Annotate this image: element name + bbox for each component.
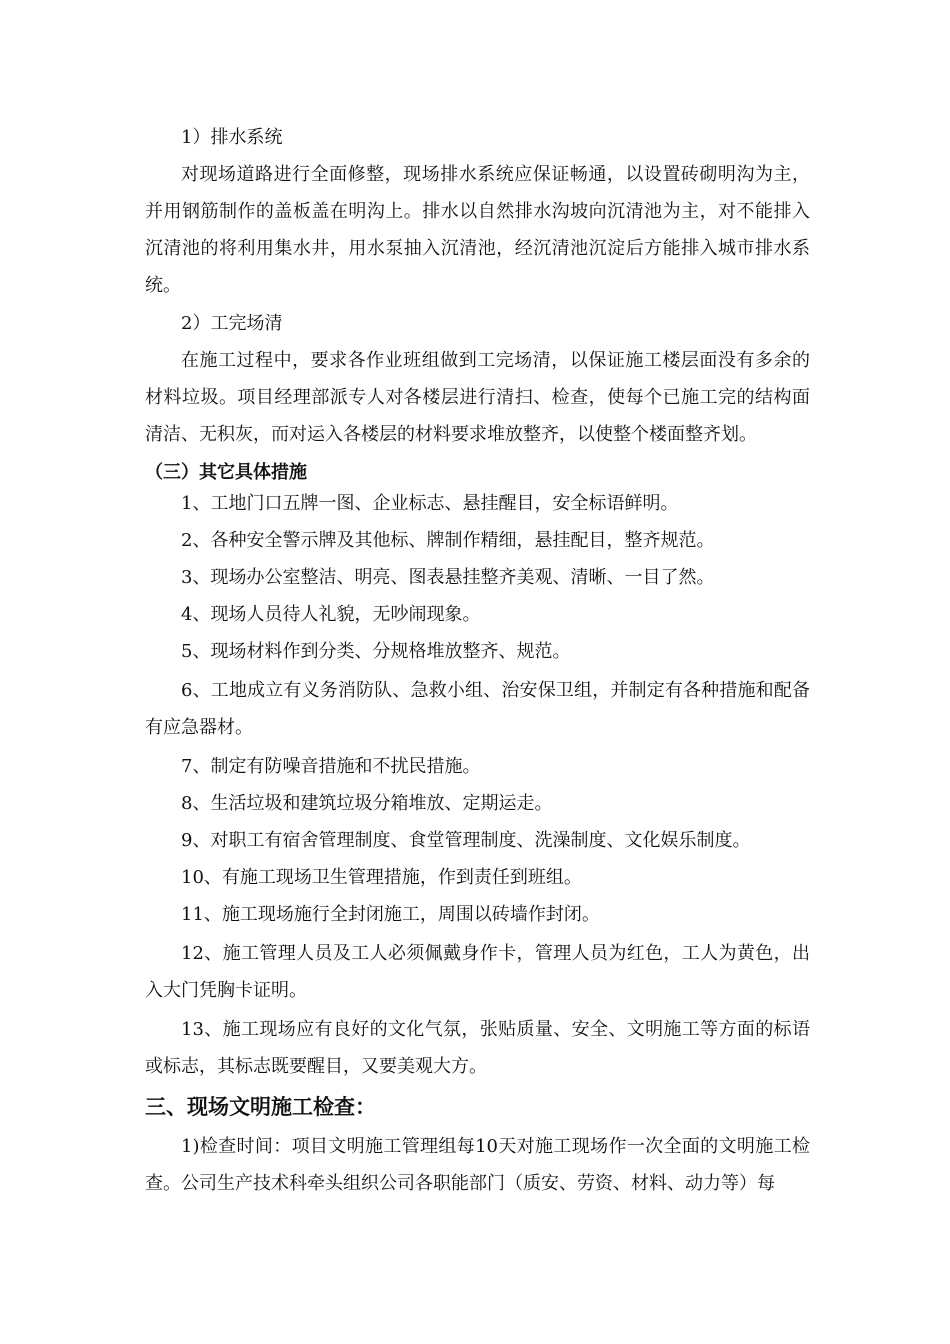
cleanup-paragraph: 在施工过程中，要求各作业班组做到工完场清，以保证施工楼层面没有多余的材料垃圾。项目经理部派专人对各楼层进行清扫、检查，使每个已施工完的结构面清洁、无积灰，而对运入各楼层的材料要求堆放整齐，以使整个楼面整齐划。 — [145, 350, 810, 445]
section-three-heading: 三、现场文明施工检查： — [145, 1095, 376, 1119]
measure-item-6: 6、工地成立有义务消防队、急救小组、治安保卫组，并制定有各种措施和配备有应急器材。 — [145, 680, 810, 738]
drainage-paragraph: 对现场道路进行全面修整，现场排水系统应保证畅通，以设置砖砌明沟为主，并用钢筋制作的盖板盖在明沟上。排水以自然排水沟坡向沉清池为主，对不能排入沉清池的将利用集水井，用水泵抽入沉清池，经沉清池沉淀后方能排入城市排水系统。 — [145, 164, 810, 296]
measure-item-10: 10、有施工现场卫生管理措施，作到责任到班组。 — [181, 867, 582, 888]
measure-item-2: 2、各种安全警示牌及其他标、牌制作精细，悬挂配目，整齐规范。 — [181, 530, 715, 551]
drainage-heading: 1）排水系统 — [181, 127, 283, 148]
measure-item-8: 8、生活垃圾和建筑垃圾分箱堆放、定期运走。 — [181, 793, 553, 814]
cleanup-heading: 2）工完场清 — [181, 313, 283, 334]
measure-item-11: 11、施工现场施行全封闭施工，周围以砖墙作封闭。 — [181, 904, 600, 925]
section-three-paragraph: 1)检查时间：项目文明施工管理组每10天对施工现场作一次全面的文明施工检查。公司生产技术科牵头组织公司各职能部门（质安、劳资、材料、动力等）每 — [145, 1136, 810, 1194]
measure-item-13: 13、施工现场应有良好的文化气氛，张贴质量、安全、文明施工等方面的标语或标志，其标志既要醒目，又要美观大方。 — [145, 1019, 810, 1077]
measure-item-3: 3、现场办公室整洁、明亮、图表悬挂整齐美观、清晰、一目了然。 — [181, 567, 715, 588]
sub-section-heading: （三）其它具体措施 — [145, 462, 307, 483]
measure-item-1: 1、工地门口五牌一图、企业标志、悬挂醒目，安全标语鲜明。 — [181, 493, 679, 514]
measure-item-5: 5、现场材料作到分类、分规格堆放整齐、规范。 — [181, 641, 571, 662]
measure-item-12: 12、施工管理人员及工人必须佩戴身作卡，管理人员为红色，工人为黄色，出入大门凭胸卡证明。 — [145, 943, 810, 1001]
measure-item-7: 7、制定有防噪音措施和不扰民措施。 — [181, 756, 481, 777]
measure-item-4: 4、现场人员待人礼貌，无吵闹现象。 — [181, 604, 481, 625]
measure-item-9: 9、对职工有宿舍管理制度、食堂管理制度、洗澡制度、文化娱乐制度。 — [181, 830, 751, 851]
